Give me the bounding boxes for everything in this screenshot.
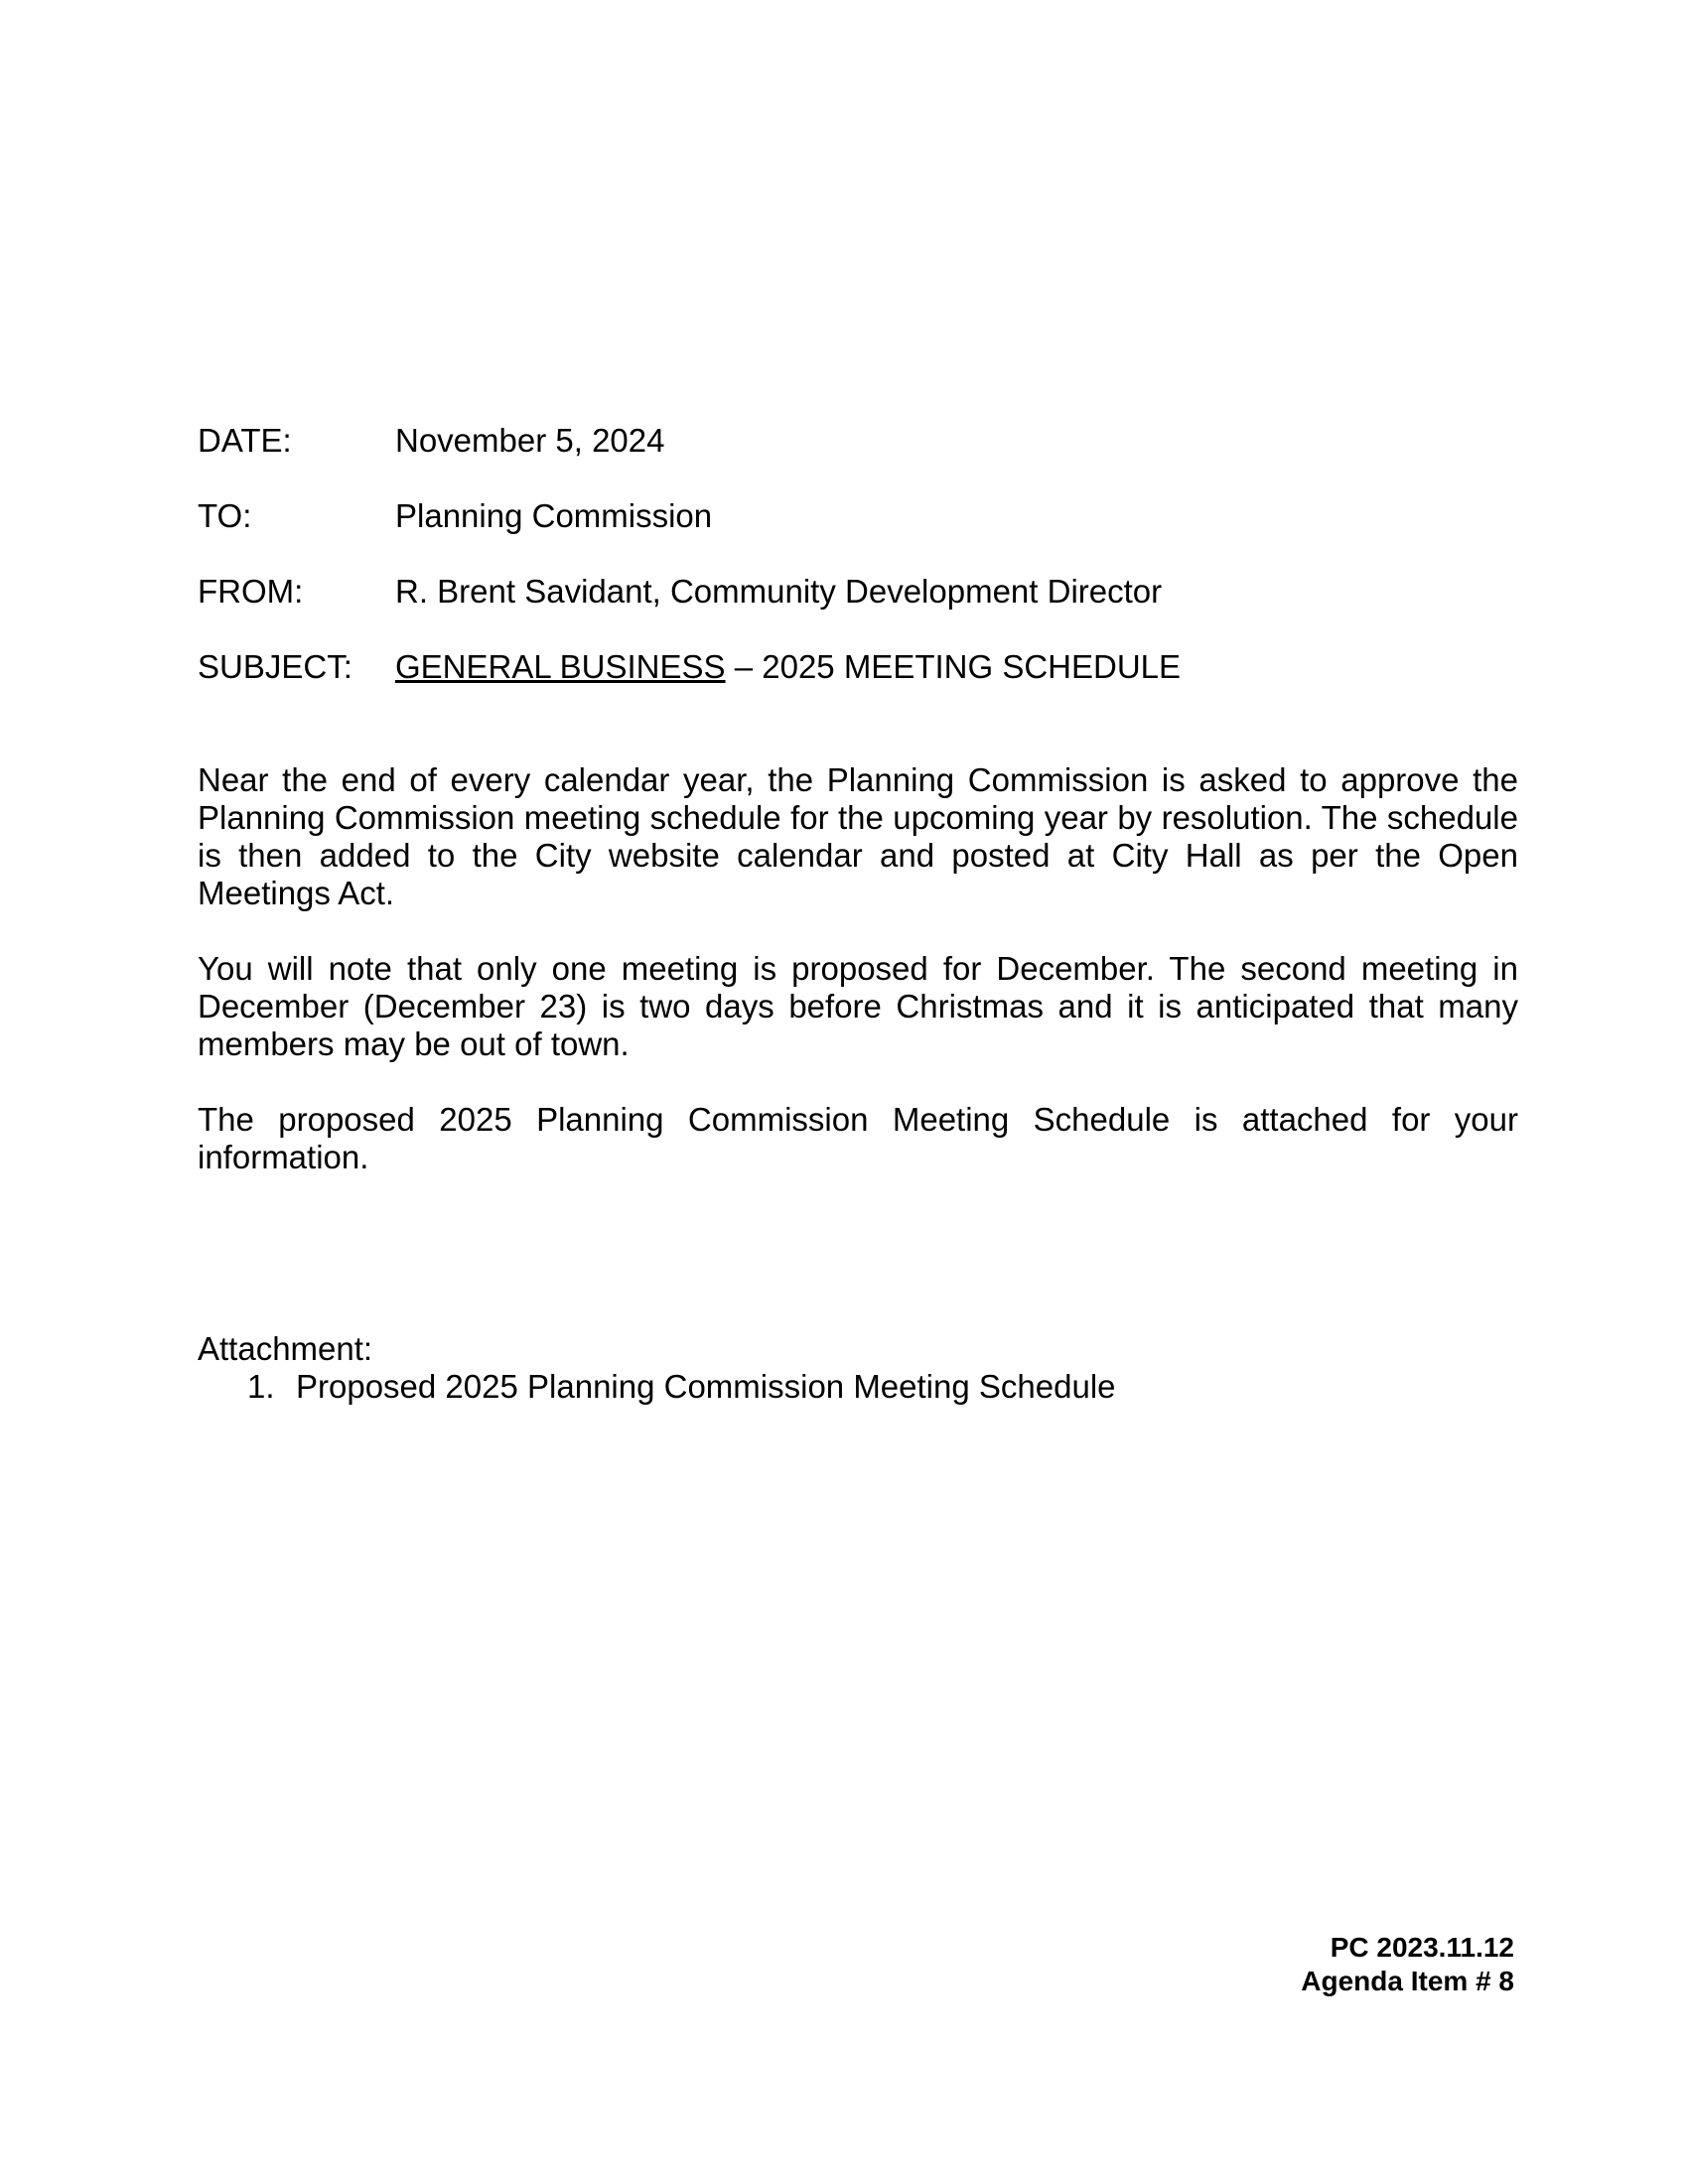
attachment-number: 1.: [247, 1368, 275, 1405]
body-paragraph-1: Near the end of every calendar year, the Planning Commission is asked to approve the Planning Commission meeting schedule for the upcoming year by resolution. The schedule is then added to the City website calendar and posted at City Hall as per the Open Meetings Act.: [198, 761, 1518, 911]
subject-category: GENERAL BUSINESS: [395, 648, 726, 685]
to-value: Planning Commission: [395, 497, 713, 534]
date-label: DATE:: [198, 422, 292, 459]
attachment-title: Proposed 2025 Planning Commission Meeting Schedule: [296, 1368, 1116, 1405]
subject-row: [198, 648, 1518, 686]
date-row: [198, 422, 1518, 460]
subject-label: SUBJECT:: [198, 648, 352, 685]
subject-title: – 2025 MEETING SCHEDULE: [725, 648, 1182, 685]
agenda-item: Agenda Item # 8: [1301, 1966, 1514, 1996]
memo: [198, 422, 1518, 1214]
footer-reference: [1301, 1931, 1514, 1998]
from-value: R. Brent Savidant, Community Development Director: [395, 573, 1163, 610]
body-paragraph-2: You will note that only one meeting is proposed for December. The second meeting in December (December 23) is two days before Christmas and it is anticipated that many members may be out of town.: [198, 950, 1518, 1062]
reference-number: PC 2023.11.12: [1330, 1932, 1514, 1963]
from-row: [198, 573, 1518, 611]
attachment-item: [198, 1368, 1116, 1406]
to-row: [198, 497, 1518, 535]
date-value: November 5, 2024: [395, 422, 665, 459]
subject-value: [395, 648, 1518, 686]
attachments-list: [198, 1368, 1116, 1406]
from-label: FROM:: [198, 573, 304, 610]
memo-body: [198, 761, 1518, 1176]
to-label: TO:: [198, 497, 252, 534]
attachments-section: [198, 1330, 1116, 1406]
attachments-heading: Attachment:: [198, 1330, 373, 1367]
body-paragraph-3: The proposed 2025 Planning Commission Meeting Schedule is attached for your information.: [198, 1101, 1518, 1175]
